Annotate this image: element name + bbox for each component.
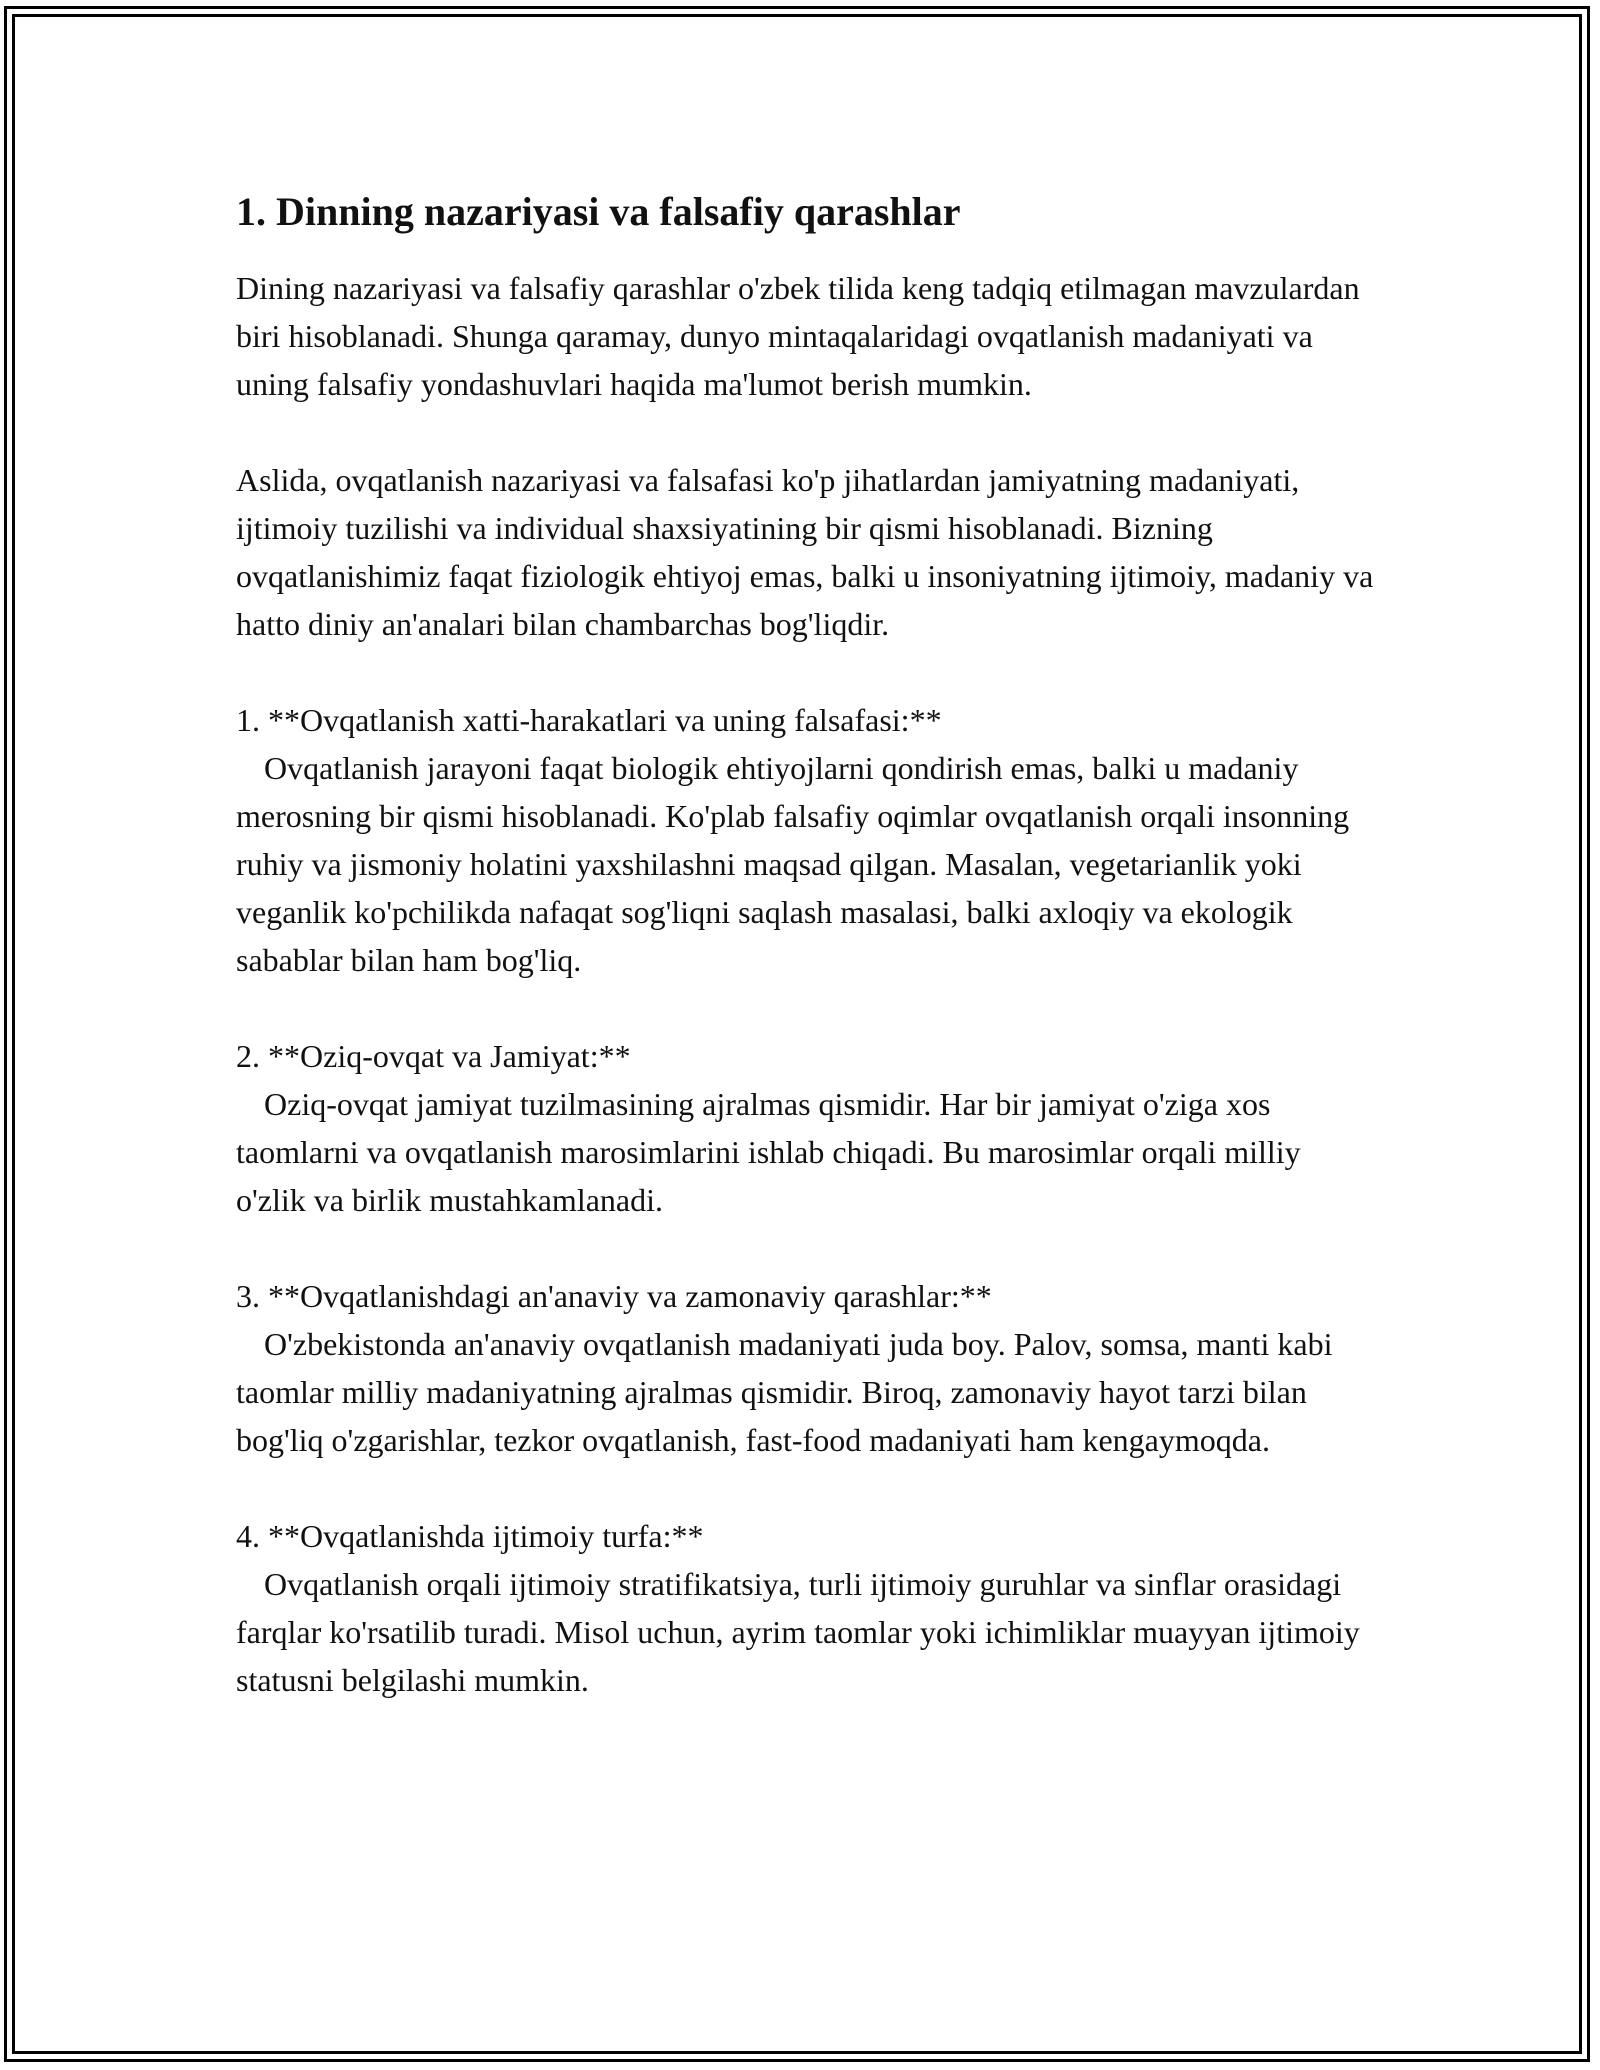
list-item-heading: 3. **Ovqatlanishdagi an'anaviy va zamonaviy qarashlar:** — [236, 1278, 992, 1314]
list-item-body: Ovqatlanish jarayoni faqat biologik ehtiyojlarni qondirish emas, balki u madaniy merosning bir qismi hisoblanadi. Ko'plab falsafiy oqimlar ovqatlanish orqali insonning ruhiy va jismoniy holatini yaxshilashni maqsad qilgan. Masalan, vegetarianlik yoki veganlik ko'pchilikda nafaqat sog'liqni saqlash masalasi, balki axloqiy va ekologik sabablar bilan ham bog'liq. — [236, 750, 1350, 978]
list-item — [236, 1512, 1376, 1704]
list-item-body: Oziq-ovqat jamiyat tuzilmasining ajralmas qismidir. Har bir jamiyat o'ziga xos taomlarni va ovqatlanish marosimlarini ishlab chiqadi. Bu marosimlar orqali milliy o'zlik va birlik mustahkamlanadi. — [236, 1086, 1301, 1218]
document-content — [236, 186, 1376, 1752]
list-item — [236, 1272, 1376, 1464]
document-title: 1. Dinning nazariyasi va falsafiy qarashlar — [236, 189, 961, 234]
list-item-body: O'zbekistonda an'anaviy ovqatlanish madaniyati juda boy. Palov, somsa, manti kabi taomlar milliy madaniyatning ajralmas qismidir. Biroq, zamonaviy hayot tarzi bilan bog'liq o'zgarishlar, tezkor ovqatlanish, fast-food madaniyati ham kengaymoqda. — [236, 1326, 1333, 1458]
intro-paragraph: Dining nazariyasi va falsafiy qarashlar o'zbek tilida keng tadqiq etilmagan mavzulardan biri hisoblanadi. Shunga qaramay, dunyo mintaqalaridagi ovqatlanish madaniyati va uning falsafiy yondashuvlari haqida ma'lumot berish mumkin. — [236, 270, 1360, 402]
list-item-body: Ovqatlanish orqali ijtimoiy stratifikatsiya, turli ijtimoiy guruhlar va sinflar orasidagi farqlar ko'rsatilib turadi. Misol uchun, ayrim taomlar yoki ichimliklar muayyan ijtimoiy statusni belgilashi mumkin. — [236, 1566, 1360, 1698]
list-item — [236, 696, 1376, 984]
list-item-heading: 4. **Ovqatlanishda ijtimoiy turfa:** — [236, 1518, 704, 1554]
list-item — [236, 1032, 1376, 1224]
list-item-heading: 1. **Ovqatlanish xatti-harakatlari va uning falsafasi:** — [236, 702, 942, 738]
list-item-heading: 2. **Oziq-ovqat va Jamiyat:** — [236, 1038, 631, 1074]
context-paragraph: Aslida, ovqatlanish nazariyasi va falsafasi ko'p jihatlardan jamiyatning madaniyati, ijtimoiy tuzilishi va individual shaxsiyatining bir qismi hisoblanadi. Bizning ovqatlanishimiz faqat fiziologik ehtiyoj emas, balki u insoniyatning ijtimoiy, madaniy va hatto diniy an'analari bilan chambarchas bog'liqdir. — [236, 462, 1374, 642]
